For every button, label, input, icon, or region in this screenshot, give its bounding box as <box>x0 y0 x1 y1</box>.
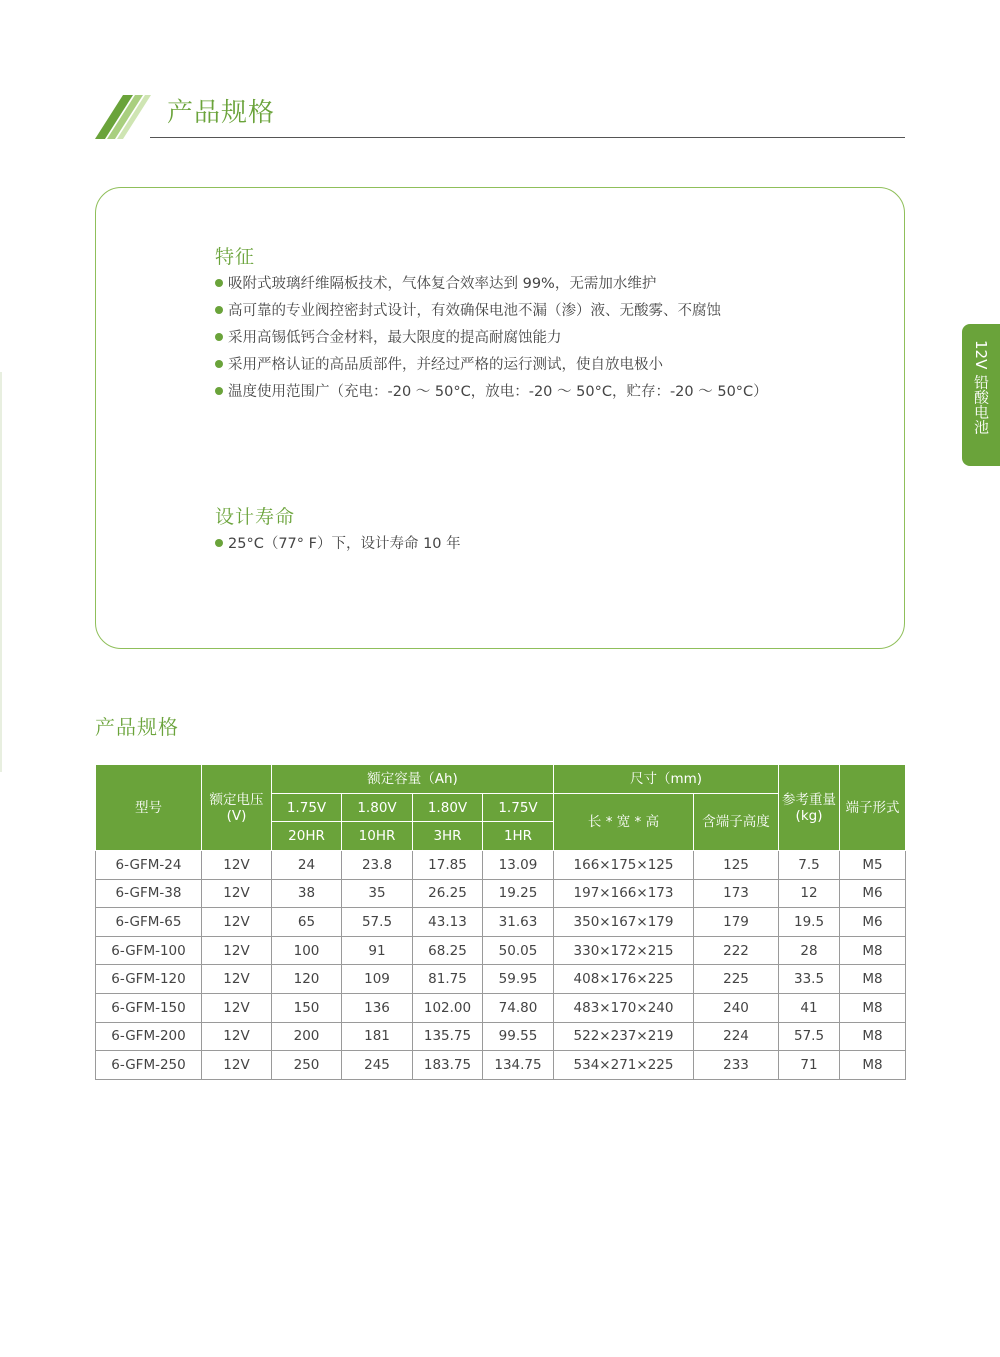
table-cell: 179 <box>694 908 779 937</box>
header-weight-text: 参考重量 (kg) <box>782 791 837 824</box>
bullet-dot-icon <box>215 333 223 341</box>
table-cell: 81.75 <box>413 965 483 994</box>
table-cell: 12V <box>202 851 272 880</box>
side-tab-label: 12V 铅酸电池 <box>972 340 990 435</box>
bullet-dot-icon <box>215 387 223 395</box>
table-cell: M5 <box>840 851 906 880</box>
header-capacity: 额定容量（Ah) <box>272 765 554 794</box>
spec-table-title: 产品规格 <box>95 715 179 739</box>
table-cell: 57.5 <box>779 1022 840 1051</box>
table-cell: 6-GFM-200 <box>96 1022 202 1051</box>
table-cell: 245 <box>342 1051 413 1080</box>
table-cell: 12V <box>202 965 272 994</box>
table-cell: 102.00 <box>413 994 483 1023</box>
table-row <box>96 1051 906 1080</box>
table-cell: 12V <box>202 908 272 937</box>
table-row <box>96 908 906 937</box>
header-divider <box>150 137 905 138</box>
header-weight <box>779 765 840 851</box>
table-cell: 59.95 <box>483 965 554 994</box>
table-cell: 233 <box>694 1051 779 1080</box>
table-cell: 173 <box>694 879 779 908</box>
spec-table <box>95 764 906 1080</box>
table-cell: 17.85 <box>413 851 483 880</box>
table-cell: 330×172×215 <box>554 936 694 965</box>
table-cell: 134.75 <box>483 1051 554 1080</box>
list-item-text: 25°C（77° F）下，设计寿命 10 年 <box>228 536 461 552</box>
table-cell: M8 <box>840 994 906 1023</box>
table-cell: 19.25 <box>483 879 554 908</box>
table-cell: 150 <box>272 994 342 1023</box>
list-item-text: 高可靠的专业阀控密封式设计，有效确保电池不漏（渗）液、无酸雾、不腐蚀 <box>228 303 721 319</box>
table-cell: 522×237×219 <box>554 1022 694 1051</box>
table-cell: 408×176×225 <box>554 965 694 994</box>
table-cell: M8 <box>840 965 906 994</box>
table-cell: 136 <box>342 994 413 1023</box>
table-cell: 6-GFM-65 <box>96 908 202 937</box>
table-cell: 12V <box>202 936 272 965</box>
table-cell: 12 <box>779 879 840 908</box>
table-cell: 6-GFM-38 <box>96 879 202 908</box>
table-cell: 350×167×179 <box>554 908 694 937</box>
table-cell: 483×170×240 <box>554 994 694 1023</box>
table-cell: 6-GFM-24 <box>96 851 202 880</box>
header-cap-voltage-2: 1.80V <box>342 793 413 822</box>
table-cell: 109 <box>342 965 413 994</box>
list-item <box>215 379 768 406</box>
table-cell: 225 <box>694 965 779 994</box>
list-item <box>215 298 768 325</box>
header-terminal: 端子形式 <box>840 765 906 851</box>
header-cap-rate-2: 10HR <box>342 822 413 851</box>
header-stripes-logo <box>95 95 155 139</box>
page-title: 产品规格 <box>167 98 276 128</box>
left-edge-strip <box>0 372 2 772</box>
table-cell: 68.25 <box>413 936 483 965</box>
header-cap-rate-3: 3HR <box>413 822 483 851</box>
header-model: 型号 <box>96 765 202 851</box>
table-cell: 224 <box>694 1022 779 1051</box>
list-item-text: 采用高锡低钙合金材料，最大限度的提高耐腐蚀能力 <box>228 330 562 346</box>
table-cell: 33.5 <box>779 965 840 994</box>
bullet-dot-icon <box>215 360 223 368</box>
table-cell: 181 <box>342 1022 413 1051</box>
header-size: 尺寸（mm) <box>554 765 779 794</box>
table-row <box>96 1022 906 1051</box>
header-cap-voltage-1: 1.75V <box>272 793 342 822</box>
table-cell: 38 <box>272 879 342 908</box>
list-item-text: 吸附式玻璃纤维隔板技术，气体复合效率达到 99%，无需加水维护 <box>228 276 657 292</box>
table-cell: 6-GFM-250 <box>96 1051 202 1080</box>
table-cell: 120 <box>272 965 342 994</box>
table-cell: 6-GFM-120 <box>96 965 202 994</box>
table-cell: 74.80 <box>483 994 554 1023</box>
list-item <box>215 271 768 298</box>
list-item <box>215 325 768 352</box>
table-cell: 240 <box>694 994 779 1023</box>
bullet-dot-icon <box>215 539 223 547</box>
table-cell: 100 <box>272 936 342 965</box>
table-cell: 19.5 <box>779 908 840 937</box>
bullet-dot-icon <box>215 306 223 314</box>
header-voltage-text: 额定电压 (V) <box>209 791 264 824</box>
table-cell: 12V <box>202 879 272 908</box>
table-cell: 12V <box>202 994 272 1023</box>
design-life-title: 设计寿命 <box>215 506 296 528</box>
table-cell: M6 <box>840 908 906 937</box>
table-cell: 135.75 <box>413 1022 483 1051</box>
header-height-terminal: 含端子高度 <box>694 793 779 850</box>
table-row <box>96 879 906 908</box>
table-cell: 43.13 <box>413 908 483 937</box>
table-cell: M6 <box>840 879 906 908</box>
table-cell: 41 <box>779 994 840 1023</box>
table-cell: 183.75 <box>413 1051 483 1080</box>
features-list <box>215 271 768 406</box>
table-cell: 200 <box>272 1022 342 1051</box>
features-title: 特征 <box>215 246 256 268</box>
header-cap-voltage-3: 1.80V <box>413 793 483 822</box>
table-cell: M8 <box>840 1051 906 1080</box>
table-cell: 24 <box>272 851 342 880</box>
table-cell: 12V <box>202 1022 272 1051</box>
table-cell: 71 <box>779 1051 840 1080</box>
table-cell: M8 <box>840 1022 906 1051</box>
table-cell: 31.63 <box>483 908 554 937</box>
table-cell: 28 <box>779 936 840 965</box>
table-cell: 222 <box>694 936 779 965</box>
header-lwh: 长 * 宽 * 高 <box>554 793 694 850</box>
table-cell: 57.5 <box>342 908 413 937</box>
table-cell: 6-GFM-150 <box>96 994 202 1023</box>
table-cell: 197×166×173 <box>554 879 694 908</box>
table-cell: 65 <box>272 908 342 937</box>
side-tab <box>962 324 1000 466</box>
header-cap-rate-4: 1HR <box>483 822 554 851</box>
table-row <box>96 965 906 994</box>
table-cell: 13.09 <box>483 851 554 880</box>
table-row <box>96 851 906 880</box>
table-cell: 91 <box>342 936 413 965</box>
table-row <box>96 994 906 1023</box>
table-cell: 166×175×125 <box>554 851 694 880</box>
bullet-dot-icon <box>215 279 223 287</box>
header-cap-rate-1: 20HR <box>272 822 342 851</box>
header-cap-voltage-4: 1.75V <box>483 793 554 822</box>
table-cell: 6-GFM-100 <box>96 936 202 965</box>
table-cell: 50.05 <box>483 936 554 965</box>
table-cell: 125 <box>694 851 779 880</box>
table-cell: M8 <box>840 936 906 965</box>
table-cell: 26.25 <box>413 879 483 908</box>
table-cell: 23.8 <box>342 851 413 880</box>
design-life-list <box>215 531 461 558</box>
header-voltage <box>202 765 272 851</box>
list-item <box>215 531 461 558</box>
table-cell: 99.55 <box>483 1022 554 1051</box>
list-item-text: 温度使用范围广（充电：-20 ～ 50°C，放电：-20 ～ 50°C，贮存：-20 ～ 50°C） <box>228 384 768 400</box>
list-item <box>215 352 768 379</box>
table-cell: 12V <box>202 1051 272 1080</box>
table-cell: 534×271×225 <box>554 1051 694 1080</box>
list-item-text: 采用严格认证的高品质部件，并经过严格的运行测试，使自放电极小 <box>228 357 663 373</box>
table-cell: 7.5 <box>779 851 840 880</box>
table-cell: 35 <box>342 879 413 908</box>
table-cell: 250 <box>272 1051 342 1080</box>
table-row <box>96 936 906 965</box>
